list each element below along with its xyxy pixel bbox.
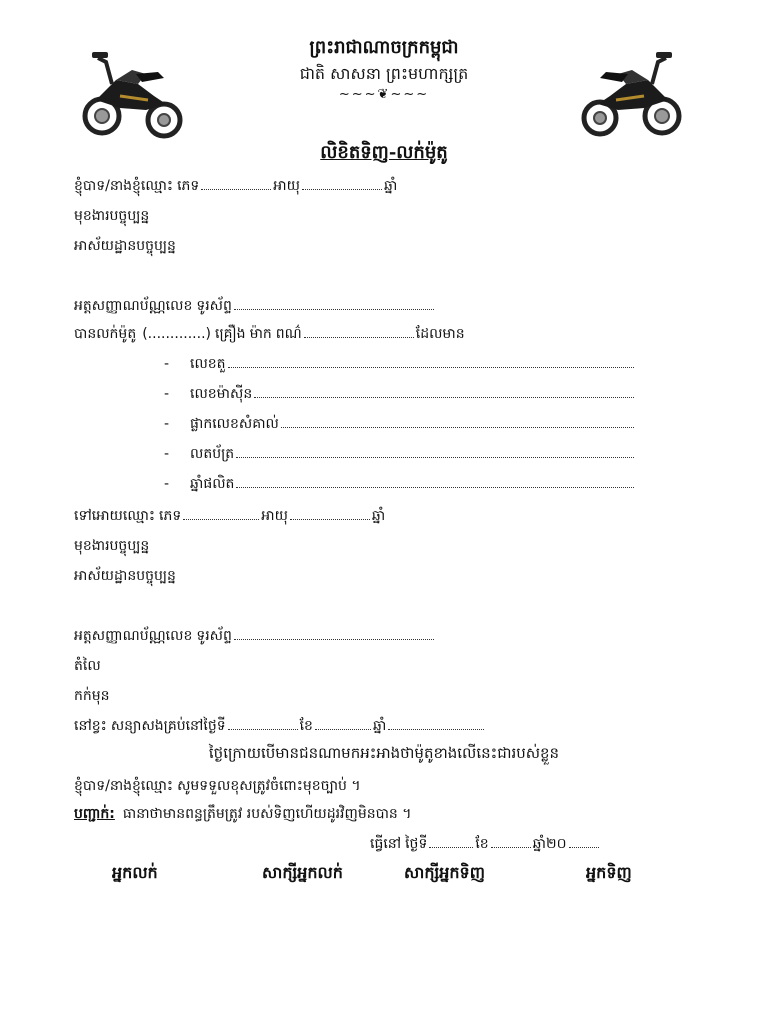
national-motto: ជាតិ សាសនា ព្រះមហាក្សត្រ — [299, 64, 469, 83]
note-label: បញ្ជាក់: — [74, 806, 115, 822]
promise-label: សន្យាសងគ្រប់នៅថ្ងៃទី — [110, 718, 226, 734]
buyer-sex-label: ភេទ — [159, 508, 182, 524]
seller-age-field[interactable] — [302, 177, 382, 190]
detail-item: - លតប័ត្រ — [164, 444, 636, 466]
price-label: តំលៃ — [74, 658, 101, 674]
seller-job-line — [74, 206, 694, 228]
buyer-job-line — [74, 536, 694, 558]
unit-label: គ្រឿង — [215, 326, 246, 342]
buyer-year-label: ឆ្នាំ — [371, 508, 386, 524]
date-year-label: ឆ្នាំ២០ — [532, 836, 567, 852]
color-field[interactable] — [304, 325, 414, 338]
seller-id-label: អត្តសញ្ញាណប័ណ្ណលេខ — [74, 298, 193, 314]
remaining-label: នៅខ្វះ — [74, 718, 107, 734]
has-label: ដែលមាន — [415, 326, 465, 342]
sold-label: បានលក់ម៉ូតូ — [74, 326, 137, 342]
detail-label: លេខម៉ាស៊ីន — [190, 386, 253, 402]
responsibility-line — [74, 776, 694, 798]
seller-phone-label: ទូរស័ព្ទ — [196, 298, 232, 314]
deposit-label: កក់មុន — [74, 688, 110, 704]
buyer-address-line — [74, 566, 694, 588]
buyer-job-label: មុខងារបច្ចុប្បន្ន — [74, 538, 150, 554]
date-month-label: ខែ — [475, 836, 489, 852]
detail-field[interactable] — [228, 355, 634, 368]
color-label: ពណ៌ — [275, 326, 302, 342]
price-line — [74, 656, 694, 678]
detail-label: ឆ្នាំផលិត — [190, 476, 235, 492]
date-month-field[interactable] — [491, 835, 531, 848]
buyer-address-label: អាស័យដ្ឋានបច្ចុប្បន្ន — [74, 568, 176, 584]
note-text: ធានាថាមានពន្ធត្រឹមត្រូវ របស់ទិញហើយដូរវិញមិនបាន ។ — [122, 806, 412, 822]
ornament-divider: ~~~❦~~~ — [338, 87, 430, 102]
page-title: លិខិតទិញ-លក់ម៉ូតូ — [320, 142, 448, 163]
detail-item: - ផ្លាកលេខសំគាល់ — [164, 414, 636, 436]
date-day-label: ថ្ងៃទី — [405, 836, 428, 852]
seller-sex-field[interactable] — [201, 177, 271, 190]
buyer-signature-label: អ្នកទិញ — [586, 863, 632, 882]
buyer-id-line — [74, 626, 694, 648]
buyer-address-line-2 — [74, 594, 694, 616]
sale-line — [74, 324, 694, 346]
seller-address-line-2 — [74, 264, 694, 286]
buyer-name-line — [74, 506, 694, 528]
detail-field[interactable] — [281, 415, 634, 428]
buyer-sex-field[interactable] — [183, 507, 259, 520]
detail-item: - ឆ្នាំផលិត — [164, 474, 636, 496]
seller-age-label: អាយុ — [273, 178, 300, 194]
seller-sex-label: ភេទ — [177, 178, 200, 194]
remaining-line — [74, 716, 694, 738]
ownership-statement: ថ្ងៃក្រោយបើមានជនណាមកអះអាងថាម៉ូតូខាងលើនេះជារបស់ខ្លួន — [208, 744, 560, 762]
seller-address-line — [74, 236, 694, 258]
detail-label: លតប័ត្រ — [190, 446, 235, 462]
promise-month-label: ខែ — [299, 718, 313, 734]
note-line — [74, 804, 694, 826]
deposit-line — [74, 686, 694, 708]
seller-witness-label: សាក្សីអ្នកលក់ — [262, 863, 343, 882]
date-day-field[interactable] — [429, 835, 473, 848]
seller-phone-field[interactable] — [234, 297, 434, 310]
promise-year-label: ឆ្នាំ — [372, 718, 387, 734]
responsibility-text: សូមទទួលខុសត្រូវចំពោះមុខច្បាប់ ។ — [177, 778, 361, 794]
buyer-age-field[interactable] — [290, 507, 370, 520]
detail-field[interactable] — [254, 385, 634, 398]
seller-id-line — [74, 296, 694, 318]
kingdom-title: ព្រះរាជាណាចក្រកម្ពុជា — [309, 37, 459, 58]
quantity-field[interactable]: (.............) — [142, 326, 211, 342]
buyer-age-label: អាយុ — [261, 508, 288, 524]
seller-address-label: អាស័យដ្ឋានបច្ចុប្បន្ន — [74, 238, 176, 254]
date-line — [370, 834, 694, 856]
buyer-phone-label: ទូរស័ព្ទ — [196, 628, 232, 644]
promise-year-field[interactable] — [388, 717, 484, 730]
detail-field[interactable] — [236, 475, 634, 488]
promise-month-field[interactable] — [315, 717, 371, 730]
detail-item: - លេខតួ — [164, 354, 636, 376]
seller-job-label: មុខងារបច្ចុប្បន្ន — [74, 208, 150, 224]
detail-field[interactable] — [236, 445, 634, 458]
detail-label: លេខតួ — [190, 356, 226, 372]
responsibility-name-label: ខ្ញុំបាទ/នាងខ្ញុំឈ្មោះ — [74, 778, 174, 794]
buyer-phone-field[interactable] — [234, 627, 434, 640]
seller-year-label: ឆ្នាំ — [383, 178, 398, 194]
buyer-witness-label: សាក្សីអ្នកទិញ — [404, 863, 485, 882]
seller-name-label: ខ្ញុំបាទ/នាងខ្ញុំឈ្មោះ — [74, 178, 174, 194]
promise-day-field[interactable] — [228, 717, 298, 730]
made-at-label: ធ្វើនៅ — [370, 836, 402, 852]
seller-name-line — [74, 176, 694, 198]
detail-item: - លេខម៉ាស៊ីន — [164, 384, 636, 406]
document-header — [0, 36, 768, 104]
detail-label: ផ្លាកលេខសំគាល់ — [190, 416, 279, 432]
brand-label: ម៉ាក — [249, 326, 272, 342]
seller-signature-label: អ្នកលក់ — [112, 863, 158, 882]
date-year-field[interactable] — [569, 835, 599, 848]
buyer-name-label: ទៅអោយឈ្មោះ — [74, 508, 156, 524]
buyer-id-label: អត្តសញ្ញាណប័ណ្ណលេខ — [74, 628, 193, 644]
